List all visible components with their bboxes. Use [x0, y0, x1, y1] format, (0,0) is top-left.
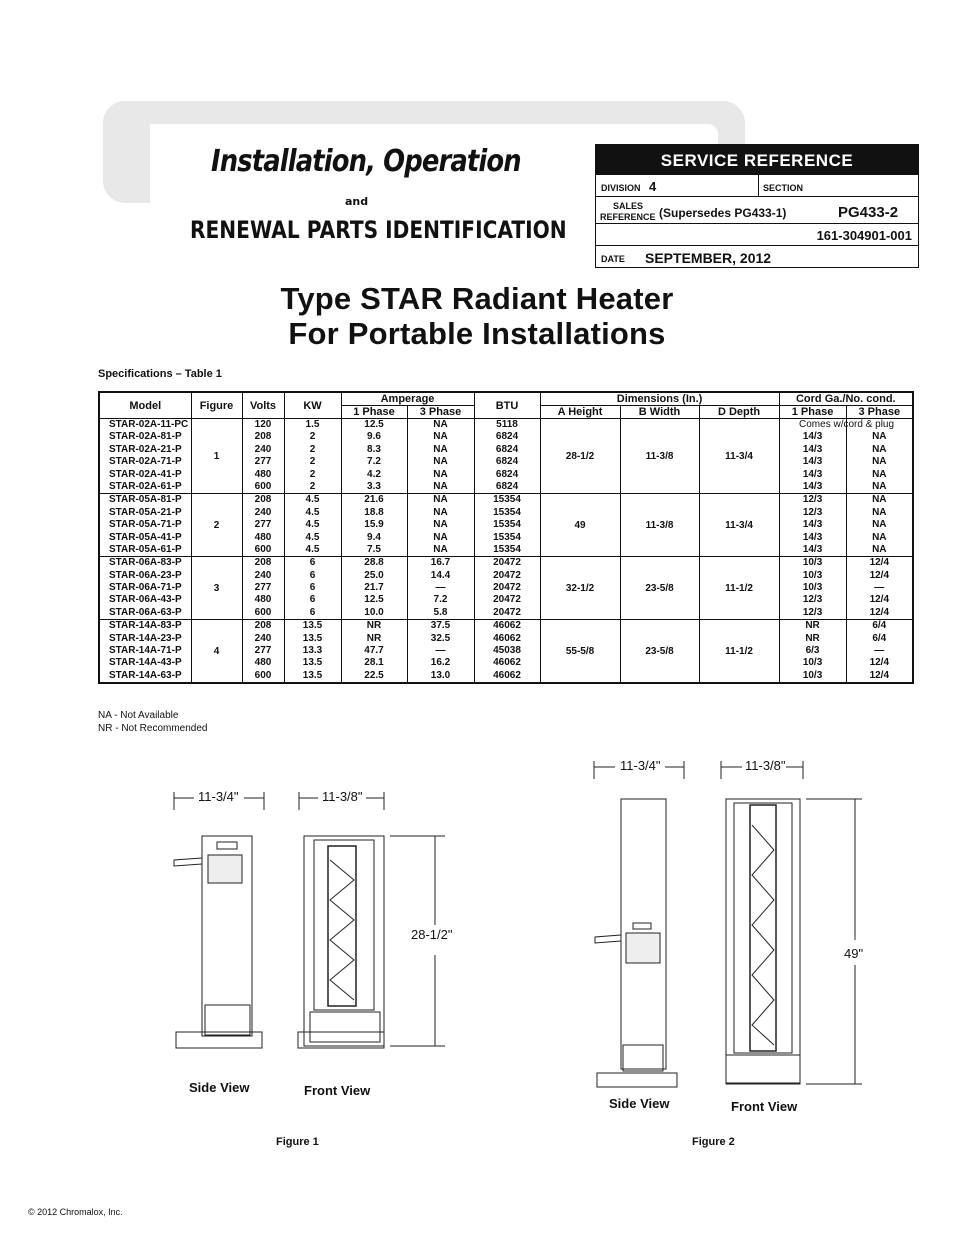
- amp-1-phase-value: 15.9: [364, 519, 384, 531]
- cell-amp-3-phase: [407, 620, 474, 683]
- fig2-side-junction-box: [626, 933, 660, 963]
- btu-value: 6824: [495, 468, 519, 480]
- amp-3-phase-value: 37.5: [430, 620, 451, 632]
- volts-value: 480: [254, 594, 272, 606]
- kw-value: 2: [309, 443, 316, 455]
- cell-figure: 1: [191, 419, 242, 494]
- model-value: STAR-06A-63-P: [109, 606, 182, 618]
- cell-d-depth: 11-3/4: [699, 419, 779, 494]
- kw-value: 13.3: [302, 645, 323, 657]
- amp-1-phase-value: 7.2: [367, 456, 381, 468]
- volts-value: 208: [254, 494, 272, 506]
- cord-3-phase-value: 6/4: [872, 632, 887, 644]
- model-value: STAR-02A-71-P: [109, 456, 182, 468]
- kw-value: 4.5: [305, 519, 320, 531]
- cell-a-height: 28-1/2: [540, 419, 620, 494]
- amp-3-phase-value: —: [435, 582, 446, 594]
- cord-3-phase-value: 6/4: [872, 620, 887, 632]
- btu-value: 6824: [495, 480, 519, 492]
- kw-value: 6: [309, 606, 316, 618]
- fig1-side-handle: [174, 858, 202, 866]
- amp-1-phase-value: 28.8: [364, 557, 384, 569]
- btu-value: 6824: [495, 456, 519, 468]
- service-reference-heading: SERVICE REFERENCE: [596, 145, 918, 175]
- header-amperage: Amperage: [341, 392, 474, 406]
- model-value: STAR-02A-41-P: [109, 468, 182, 480]
- header-bracket-left-inner: [150, 124, 170, 204]
- header-volts: Volts: [242, 392, 284, 419]
- volts-value: 208: [254, 557, 272, 569]
- btu-value: 15354: [493, 531, 521, 543]
- kw-value: 13.5: [302, 669, 323, 681]
- cell-d-depth: 11-3/4: [699, 494, 779, 557]
- btu-value: 45038: [493, 645, 521, 657]
- amp-3-phase-value: NA: [433, 431, 448, 443]
- amp-1-phase-value: 9.6: [367, 431, 381, 443]
- amp-3-phase-value: NA: [433, 480, 448, 492]
- kw-value: 4.5: [305, 543, 320, 555]
- volts-value: 240: [254, 569, 272, 581]
- cell-volts: [242, 494, 284, 557]
- fig2-front-element: [750, 805, 776, 1051]
- supersedes-note: (Supersedes PG433-1): [659, 206, 787, 220]
- cord-3-phase-value: NA: [872, 431, 887, 443]
- cord-3-phase-value: NA: [872, 531, 887, 543]
- volts-value: 480: [254, 531, 272, 543]
- cord-1-phase-value: 10/3: [802, 669, 823, 681]
- cord-3-phase-value: NA: [872, 468, 887, 480]
- cord-1-phase-value: 14/3: [802, 519, 823, 531]
- table-notes: [98, 710, 207, 735]
- volts-value: 480: [254, 657, 272, 669]
- date-value: SEPTEMBER, 2012: [645, 250, 772, 266]
- cell-kw: [284, 419, 341, 494]
- cell-b-width: 23-5/8: [620, 557, 699, 620]
- volts-value: 277: [254, 645, 272, 657]
- cell-amp-1-phase: [341, 494, 407, 557]
- table-row: [99, 494, 913, 557]
- reference-label: REFERENCE: [600, 212, 656, 222]
- amp-3-phase-value: 14.4: [430, 569, 451, 581]
- amp-1-phase-value: 12.5: [364, 594, 384, 606]
- fig2-front-dimension: 11-3/8": [745, 758, 786, 773]
- cord-3-phase-value: NA: [872, 456, 887, 468]
- table-row: [99, 419, 913, 494]
- amp-3-phase-value: NA: [433, 456, 448, 468]
- cell-btu: [474, 494, 540, 557]
- cell-amp-3-phase: [407, 494, 474, 557]
- btu-value: 5118: [496, 419, 518, 430]
- cord-1-phase-value: 14/3: [802, 543, 823, 555]
- amp-1-phase-value: 10.0: [364, 606, 384, 618]
- table-row: [99, 620, 913, 683]
- amp-3-phase-value: 32.5: [430, 632, 451, 644]
- amp-1-phase-value: 18.8: [364, 506, 384, 518]
- cord-1-phase-value: 14/3: [802, 480, 823, 492]
- kw-value: 6: [309, 582, 316, 594]
- fig1-front-body: [304, 836, 384, 1046]
- cell-btu: [474, 419, 540, 494]
- fig2-side-label-plate: [633, 923, 651, 929]
- volts-value: 600: [254, 480, 272, 492]
- kw-value: 2: [309, 431, 316, 443]
- cell-btu: [474, 557, 540, 620]
- amp-1-phase-value: 3.3: [367, 480, 381, 492]
- cell-model: [99, 557, 191, 620]
- model-value: STAR-05A-41-P: [109, 531, 182, 543]
- amp-3-phase-value: 16.2: [430, 657, 451, 669]
- btu-value: 15354: [493, 506, 521, 518]
- model-value: STAR-05A-81-P: [109, 494, 182, 506]
- model-value: STAR-14A-83-P: [109, 620, 182, 632]
- page-title-line1: Type STAR Radiant Heater: [280, 281, 674, 316]
- amp-1-phase-value: 22.5: [364, 669, 384, 681]
- model-value: STAR-06A-83-P: [109, 557, 182, 569]
- cord-3-phase-value: NA: [872, 480, 887, 492]
- cord-1-phase-value: 12/3: [802, 506, 823, 518]
- division-divider: [758, 175, 759, 196]
- fig1-side-view-label: Side View: [189, 1080, 250, 1095]
- cord-3-phase-value: 12/4: [869, 594, 890, 606]
- sales-label: SALES: [613, 201, 644, 211]
- kw-value: 13.5: [302, 632, 323, 644]
- cell-b-width: 11-3/8: [620, 494, 699, 557]
- part-number-row: [596, 224, 918, 246]
- cord-1-phase-value: 12/3: [802, 594, 823, 606]
- header-cord: Cord Ga./No. cond.: [779, 392, 913, 406]
- fig1-front-dimension: 11-3/8": [322, 789, 363, 804]
- cell-cord-1-phase: [779, 494, 846, 557]
- cell-kw: [284, 494, 341, 557]
- cord-1-phase-value: 10/3: [802, 582, 823, 594]
- model-value: STAR-14A-43-P: [109, 657, 182, 669]
- fig2-side-base: [597, 1073, 677, 1087]
- volts-value: 240: [254, 632, 272, 644]
- cell-kw: [284, 557, 341, 620]
- note-nr: NR - Not Recommended: [98, 722, 208, 734]
- amp-1-phase-value: 12.5: [364, 419, 384, 430]
- fig2-front-view-label: Front View: [731, 1099, 798, 1114]
- header-model: Model: [99, 392, 191, 419]
- cord-1-phase-value: 14/3: [802, 431, 823, 443]
- cord-3-phase-value: 12/4: [869, 569, 890, 581]
- cord-3-phase-value: 12/4: [869, 606, 890, 618]
- fig1-side-junction-box: [208, 855, 242, 883]
- amp-1-phase-value: NR: [366, 620, 382, 632]
- btu-value: 46062: [493, 657, 521, 669]
- kw-value: 6: [309, 594, 316, 606]
- cell-volts: [242, 620, 284, 683]
- model-value: STAR-05A-71-P: [109, 519, 182, 531]
- volts-value: 277: [254, 519, 272, 531]
- note-na: NA - Not Available: [98, 710, 179, 721]
- cell-a-height: 49: [540, 494, 620, 557]
- division-value: 4: [649, 179, 657, 194]
- header-cord-1-phase: 1 Phase: [779, 406, 846, 419]
- btu-value: 15354: [493, 543, 521, 555]
- fig2-side-view-label: Side View: [609, 1096, 670, 1111]
- kw-value: 4.5: [305, 531, 320, 543]
- kw-value: 6: [309, 557, 316, 569]
- cell-cord-3-phase: [846, 557, 913, 620]
- amp-3-phase-value: —: [435, 645, 446, 657]
- btu-value: 20472: [493, 606, 521, 618]
- fig2-side-lower-housing: [623, 1045, 663, 1071]
- volts-value: 600: [254, 543, 272, 555]
- model-value: STAR-06A-43-P: [109, 594, 182, 606]
- cell-amp-3-phase: [407, 419, 474, 494]
- model-value: STAR-14A-63-P: [109, 669, 182, 681]
- volts-value: 600: [254, 606, 272, 618]
- amp-3-phase-value: NA: [433, 468, 448, 480]
- cord-1-phase-value: NR: [805, 632, 820, 644]
- amp-1-phase-value: 25.0: [364, 569, 384, 581]
- cord-3-phase-value: NA: [872, 519, 887, 531]
- model-value: STAR-02A-11-PC: [109, 419, 189, 430]
- model-value: STAR-02A-21-P: [109, 443, 182, 455]
- fig2-front-body: [726, 799, 800, 1084]
- figure1-front-view-drawing: [290, 780, 453, 1070]
- sales-reference-row: [596, 197, 918, 224]
- cell-a-height: 32-1/2: [540, 557, 620, 620]
- cord-1-phase-value: 14/3: [802, 456, 823, 468]
- cord-3-phase-value: 12/4: [869, 557, 890, 569]
- division-row: [596, 175, 918, 197]
- fig2-front-lower-housing: [726, 1055, 800, 1083]
- header-b-width: B Width: [620, 406, 699, 419]
- page-title-line2: For Portable Installations: [288, 316, 666, 351]
- model-value: STAR-06A-71-P: [109, 582, 182, 594]
- service-reference-box: [595, 144, 919, 268]
- cord-1-phase-value: NR: [805, 620, 820, 632]
- amp-3-phase-value: NA: [433, 531, 448, 543]
- amp-3-phase-value: 16.7: [430, 557, 451, 569]
- volts-value: 240: [254, 506, 272, 518]
- section-label: SECTION: [763, 183, 804, 193]
- fig1-front-frame: [314, 840, 374, 1010]
- doc-number: PG433-2: [838, 204, 899, 221]
- model-value: STAR-02A-81-P: [109, 431, 182, 443]
- fig1-side-base: [176, 1032, 262, 1048]
- btu-value: 20472: [493, 594, 521, 606]
- cell-model: [99, 494, 191, 557]
- model-value: STAR-14A-23-P: [109, 632, 182, 644]
- header-title-line1: Installation, Operation: [211, 144, 521, 179]
- specifications-table: [98, 391, 914, 684]
- volts-value: 600: [254, 669, 272, 681]
- fig2-height-dim-line: [806, 799, 862, 1084]
- cord-1-phase-value: 10/3: [802, 557, 823, 569]
- volts-value: 120: [254, 419, 272, 430]
- model-value: STAR-05A-61-P: [109, 543, 182, 555]
- fig2-front-frame: [734, 803, 792, 1053]
- header-figure: Figure: [191, 392, 242, 419]
- cell-volts: [242, 557, 284, 620]
- cord-note: Comes w/cord & plug: [799, 419, 895, 430]
- cell-a-height: 55-5/8: [540, 620, 620, 683]
- amp-3-phase-value: NA: [433, 543, 448, 555]
- btu-value: 20472: [493, 557, 521, 569]
- cord-3-phase-value: NA: [872, 506, 887, 518]
- cord-3-phase-value: 12/4: [869, 657, 890, 669]
- btu-value: 6824: [495, 431, 519, 443]
- volts-value: 480: [254, 468, 272, 480]
- amp-3-phase-value: 5.8: [433, 606, 448, 618]
- btu-value: 6824: [495, 443, 519, 455]
- cell-volts: [242, 419, 284, 494]
- amp-3-phase-value: NA: [433, 419, 448, 430]
- amp-1-phase-value: NR: [366, 632, 382, 644]
- cell-amp-1-phase: [341, 557, 407, 620]
- fig1-front-grille: [330, 860, 354, 1000]
- figure1-caption: Figure 1: [276, 1136, 319, 1148]
- header-cord-3-phase: 3 Phase: [846, 406, 913, 419]
- fig1-side-label-plate: [217, 842, 237, 849]
- model-value: STAR-06A-23-P: [109, 569, 182, 581]
- amp-1-phase-value: 9.4: [367, 531, 381, 543]
- cord-3-phase-value: —: [874, 582, 885, 594]
- cell-figure: 3: [191, 557, 242, 620]
- amp-3-phase-value: NA: [433, 494, 448, 506]
- header-bracket-left: [103, 101, 150, 203]
- fig1-side-dimension: 11-3/4": [198, 789, 239, 804]
- cell-b-width: 11-3/8: [620, 419, 699, 494]
- cord-1-phase-value: 10/3: [802, 657, 823, 669]
- btu-value: 46062: [493, 632, 521, 644]
- kw-value: 4.5: [305, 506, 320, 518]
- cell-btu: [474, 620, 540, 683]
- cell-cord-1-phase: [779, 557, 846, 620]
- cell-model: [99, 620, 191, 683]
- btu-value: 46062: [493, 620, 521, 632]
- cord-1-phase-value: 10/3: [802, 569, 823, 581]
- amp-1-phase-value: 21.7: [364, 582, 384, 594]
- amp-1-phase-value: 4.2: [367, 468, 381, 480]
- header-amp-1-phase: 1 Phase: [341, 406, 407, 419]
- fig1-height-dimension: 28-1/2": [411, 927, 453, 942]
- cord-3-phase-value: NA: [872, 494, 887, 506]
- amp-1-phase-value: 21.6: [364, 494, 384, 506]
- cord-1-phase-value: 6/3: [805, 645, 820, 657]
- cord-3-phase-value: —: [874, 645, 885, 657]
- kw-value: 2: [309, 456, 316, 468]
- header-a-height: A Height: [540, 406, 620, 419]
- cord-1-phase-value: 14/3: [802, 443, 823, 455]
- cell-cord-1-phase: [779, 620, 846, 683]
- volts-value: 277: [254, 456, 272, 468]
- amp-3-phase-value: NA: [433, 443, 448, 455]
- fig1-front-view-label: Front View: [304, 1083, 371, 1098]
- model-value: STAR-14A-71-P: [109, 645, 182, 657]
- cell-model: [99, 419, 191, 494]
- kw-value: 1.5: [305, 419, 320, 430]
- volts-value: 208: [254, 620, 272, 632]
- amp-1-phase-value: 47.7: [364, 645, 384, 657]
- amp-1-phase-value: 28.1: [364, 657, 384, 669]
- btu-value: 46062: [493, 669, 521, 681]
- btu-value: 20472: [493, 582, 521, 594]
- fig2-height-dimension: 49": [844, 946, 864, 961]
- cell-amp-1-phase: [341, 419, 407, 494]
- table-row: [99, 557, 913, 620]
- amp-3-phase-value: 7.2: [433, 594, 448, 606]
- amp-3-phase-value: 13.0: [430, 669, 451, 681]
- header-amp-3-phase: 3 Phase: [407, 406, 474, 419]
- kw-value: 2: [309, 480, 316, 492]
- header-kw: KW: [284, 392, 341, 419]
- model-value: STAR-02A-61-P: [109, 480, 182, 492]
- cord-1-phase-value: 12/3: [802, 606, 823, 618]
- cell-amp-1-phase: [341, 620, 407, 683]
- cell-b-width: 23-5/8: [620, 620, 699, 683]
- cord-1-phase-value: 14/3: [802, 531, 823, 543]
- cord-3-phase-value: NA: [872, 543, 887, 555]
- cell-cord-3-phase: [846, 494, 913, 557]
- cord-3-phase-value: 12/4: [869, 669, 890, 681]
- model-value: STAR-05A-21-P: [109, 506, 182, 518]
- fig1-side-lower-housing: [205, 1005, 250, 1035]
- figure2-side-view-drawing: [585, 755, 695, 1095]
- date-row: [596, 246, 918, 267]
- figure2-caption: Figure 2: [692, 1136, 735, 1148]
- kw-value: 4.5: [305, 494, 320, 506]
- volts-value: 208: [254, 431, 272, 443]
- kw-value: 13.5: [302, 657, 323, 669]
- amp-3-phase-value: NA: [433, 519, 448, 531]
- amp-1-phase-value: 8.3: [367, 443, 381, 455]
- volts-value: 240: [254, 443, 272, 455]
- amp-3-phase-value: NA: [433, 506, 448, 518]
- kw-value: 13.5: [302, 620, 323, 632]
- cord-1-phase-value: 14/3: [802, 468, 823, 480]
- cell-kw: [284, 620, 341, 683]
- header-and: and: [345, 195, 369, 208]
- figure2-front-view-drawing: [712, 755, 872, 1095]
- fig2-side-handle: [595, 935, 621, 943]
- part-number: 161-304901-001: [816, 228, 912, 243]
- cell-figure: 2: [191, 494, 242, 557]
- cord-1-phase-value: 12/3: [802, 494, 823, 506]
- header-d-depth: D Depth: [699, 406, 779, 419]
- header-dimensions: Dimensions (In.): [540, 392, 779, 406]
- amp-1-phase-value: 7.5: [367, 543, 381, 555]
- header-title-line2: RENEWAL PARTS IDENTIFICATION: [190, 216, 567, 244]
- copyright: © 2012 Chromalox, Inc.: [28, 1207, 123, 1217]
- fig2-front-grille: [752, 825, 774, 1045]
- cell-d-depth: 11-1/2: [699, 620, 779, 683]
- fig2-side-dimension: 11-3/4": [620, 758, 661, 773]
- kw-value: 2: [309, 468, 316, 480]
- btu-value: 15354: [493, 519, 521, 531]
- cell-d-depth: 11-1/2: [699, 557, 779, 620]
- date-label: DATE: [601, 254, 625, 264]
- cell-amp-3-phase: [407, 557, 474, 620]
- cell-cord-3-phase: [846, 620, 913, 683]
- kw-value: 6: [309, 569, 316, 581]
- btu-value: 20472: [493, 569, 521, 581]
- fig1-front-lower-housing: [310, 1012, 380, 1042]
- btu-value: 15354: [493, 494, 521, 506]
- division-label: DIVISION: [601, 183, 641, 193]
- cell-figure: 4: [191, 620, 242, 683]
- volts-value: 277: [254, 582, 272, 594]
- table-caption: Specifications – Table 1: [98, 368, 222, 380]
- header-btu: BTU: [474, 392, 540, 419]
- cord-3-phase-value: NA: [872, 443, 887, 455]
